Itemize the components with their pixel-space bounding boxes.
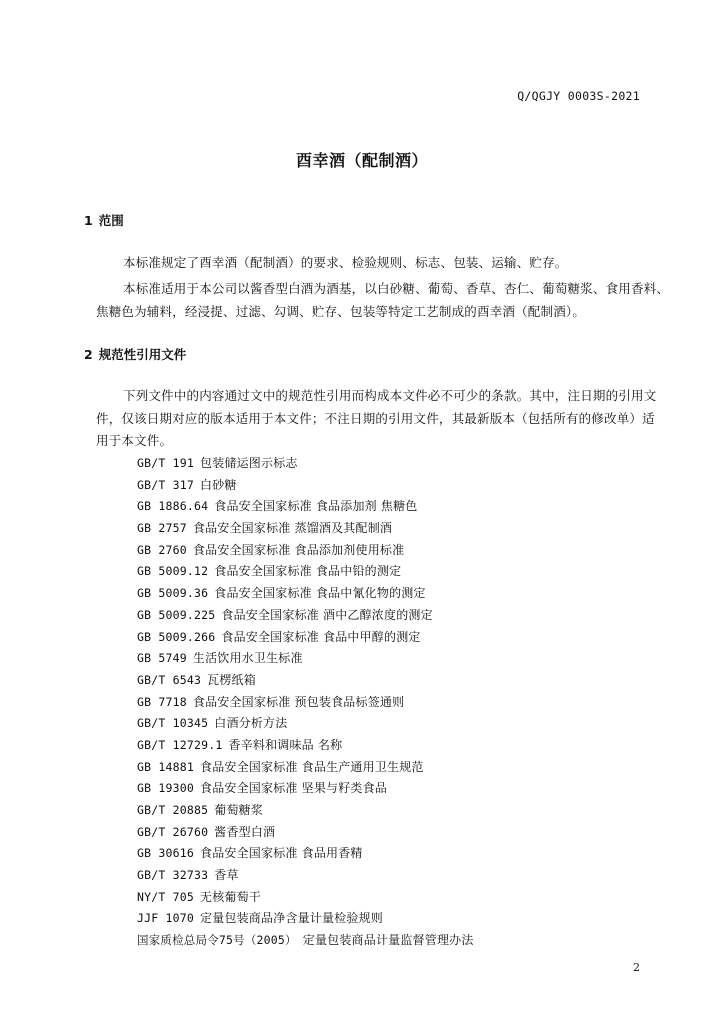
reference-title: 食品安全国家标准 酒中乙醇浓度的测定 [221, 607, 433, 622]
reference-code: GB 14881 [137, 759, 194, 774]
reference-item [137, 735, 474, 757]
section-1-title: 范围 [98, 213, 124, 228]
section-2-heading [84, 345, 186, 363]
section-1-paragraph-1: 本标准规定了酉幸酒（配制酒）的要求、检验规则、标志、包装、运输、贮存。 [123, 255, 568, 270]
reference-title: 定量包装商品计量监督管理办法 [302, 933, 474, 948]
reference-code: GB 2760 [137, 542, 187, 557]
section-2-intro-line-1: 下列文件中的内容通过文中的规范性引用而构成本文件必不可少的条款。其中，注日期的引用文 [123, 388, 657, 403]
reference-title: 瓦楞纸箱 [207, 672, 256, 687]
reference-item [137, 822, 474, 844]
reference-item [137, 757, 474, 779]
reference-code: GB 5749 [137, 651, 187, 666]
reference-item [137, 605, 474, 627]
reference-item [137, 887, 474, 909]
reference-code: GB/T 191 [137, 456, 194, 470]
reference-title: 白砂糖 [200, 477, 237, 492]
reference-item [137, 800, 474, 822]
section-2-intro-line-2: 件，仅该日期对应的版本适用于本文件；不注日期的引用文件，其最新版本（包括所有的修改单）适 [96, 411, 655, 426]
reference-code: GB 2757 [137, 521, 187, 536]
reference-code: GB 7718 [137, 694, 187, 709]
reference-code: GB/T 32733 [137, 868, 209, 883]
reference-title: 葡萄糖浆 [214, 803, 264, 817]
reference-code: GB 1886.64 [137, 499, 209, 514]
reference-item [137, 583, 474, 605]
section-1-paragraph-2-line-1: 本标准适用于本公司以酱香型白酒为酒基，以白砂糖、葡萄、香草、杏仁、葡萄糖浆、食用香料、 [123, 281, 670, 296]
reference-code: 国家质检总局令75号（2005） [137, 933, 297, 948]
reference-title: 食品安全国家标准 食品中铅的测定 [214, 564, 402, 579]
page-number: 2 [633, 961, 640, 974]
reference-title: 包装储运图示标志 [200, 456, 298, 470]
reference-code: NY/T 705 [137, 889, 194, 904]
reference-code: GB/T 26760 [137, 824, 209, 839]
reference-code: GB 5009.36 [137, 586, 209, 601]
reference-item [137, 540, 474, 562]
section-2-intro-line-3: 用于本文件。 [96, 433, 173, 448]
reference-code: GB 5009.225 [137, 607, 216, 622]
reference-title: 无核葡萄干 [200, 889, 262, 904]
reference-item [137, 843, 474, 865]
reference-title: 酱香型白酒 [214, 824, 276, 839]
document-title: 酉幸酒（配制酒） [295, 151, 428, 170]
reference-code: GB/T 317 [137, 477, 194, 492]
reference-title: 食品安全国家标准 食品中甲醇的测定 [221, 629, 421, 644]
reference-title: 食品安全国家标准 食品添加剂 焦糖色 [214, 499, 418, 514]
reference-code: JJF 1070 [137, 911, 194, 926]
reference-item [137, 908, 474, 930]
reference-item [137, 648, 474, 670]
reference-code: GB/T 20885 [137, 803, 209, 817]
reference-title: 定量包装商品净含量计量检验规则 [200, 911, 384, 926]
reference-item [137, 496, 474, 518]
section-2-title: 规范性引用文件 [98, 347, 187, 362]
reference-title: 生活饮用水卫生标准 [192, 651, 303, 666]
section-1-number: 1 [84, 213, 93, 228]
reference-list [137, 453, 474, 952]
reference-title: 食品安全国家标准 食品添加剂使用标准 [192, 542, 405, 557]
reference-code: GB 5009.266 [137, 629, 216, 644]
reference-title: 食品安全国家标准 食品用香精 [200, 846, 363, 861]
reference-code: GB 30616 [137, 846, 194, 861]
reference-title: 香草 [214, 868, 239, 883]
reference-title: 香辛料和调味品 名称 [228, 737, 343, 752]
reference-title: 食品安全国家标准 蒸馏酒及其配制酒 [192, 521, 393, 536]
reference-code: GB 5009.12 [137, 564, 209, 579]
reference-item [137, 475, 474, 497]
reference-title: 食品安全国家标准 坚果与籽类食品 [200, 781, 388, 796]
reference-title: 食品安全国家标准 食品生产通用卫生规范 [200, 759, 424, 774]
reference-item [137, 930, 474, 952]
reference-code: GB/T 12729.1 [137, 737, 223, 752]
reference-item [137, 453, 474, 475]
reference-item [137, 692, 474, 714]
reference-item [137, 561, 474, 583]
reference-item [137, 518, 474, 540]
section-1-heading [84, 211, 124, 229]
reference-title: 食品安全国家标准 食品中氰化物的测定 [214, 586, 426, 601]
reference-item [137, 713, 474, 735]
section-2-number: 2 [84, 347, 93, 362]
reference-code: GB 19300 [137, 781, 194, 796]
section-1-paragraph-2-line-2: 焦糖色为辅料，经浸提、过滤、勾调、贮存、包装等特定工艺制成的酉幸酒（配制酒）。 [96, 304, 586, 319]
reference-code: GB/T 6543 [137, 672, 202, 687]
reference-code: GB/T 10345 [137, 716, 209, 731]
reference-item [137, 627, 474, 649]
reference-title: 食品安全国家标准 预包装食品标签通则 [192, 694, 405, 709]
reference-item [137, 778, 474, 800]
reference-item [137, 865, 474, 887]
reference-title: 白酒分析方法 [214, 716, 288, 731]
reference-item [137, 670, 474, 692]
document-code: Q/QGJY 0003S-2021 [517, 89, 640, 103]
